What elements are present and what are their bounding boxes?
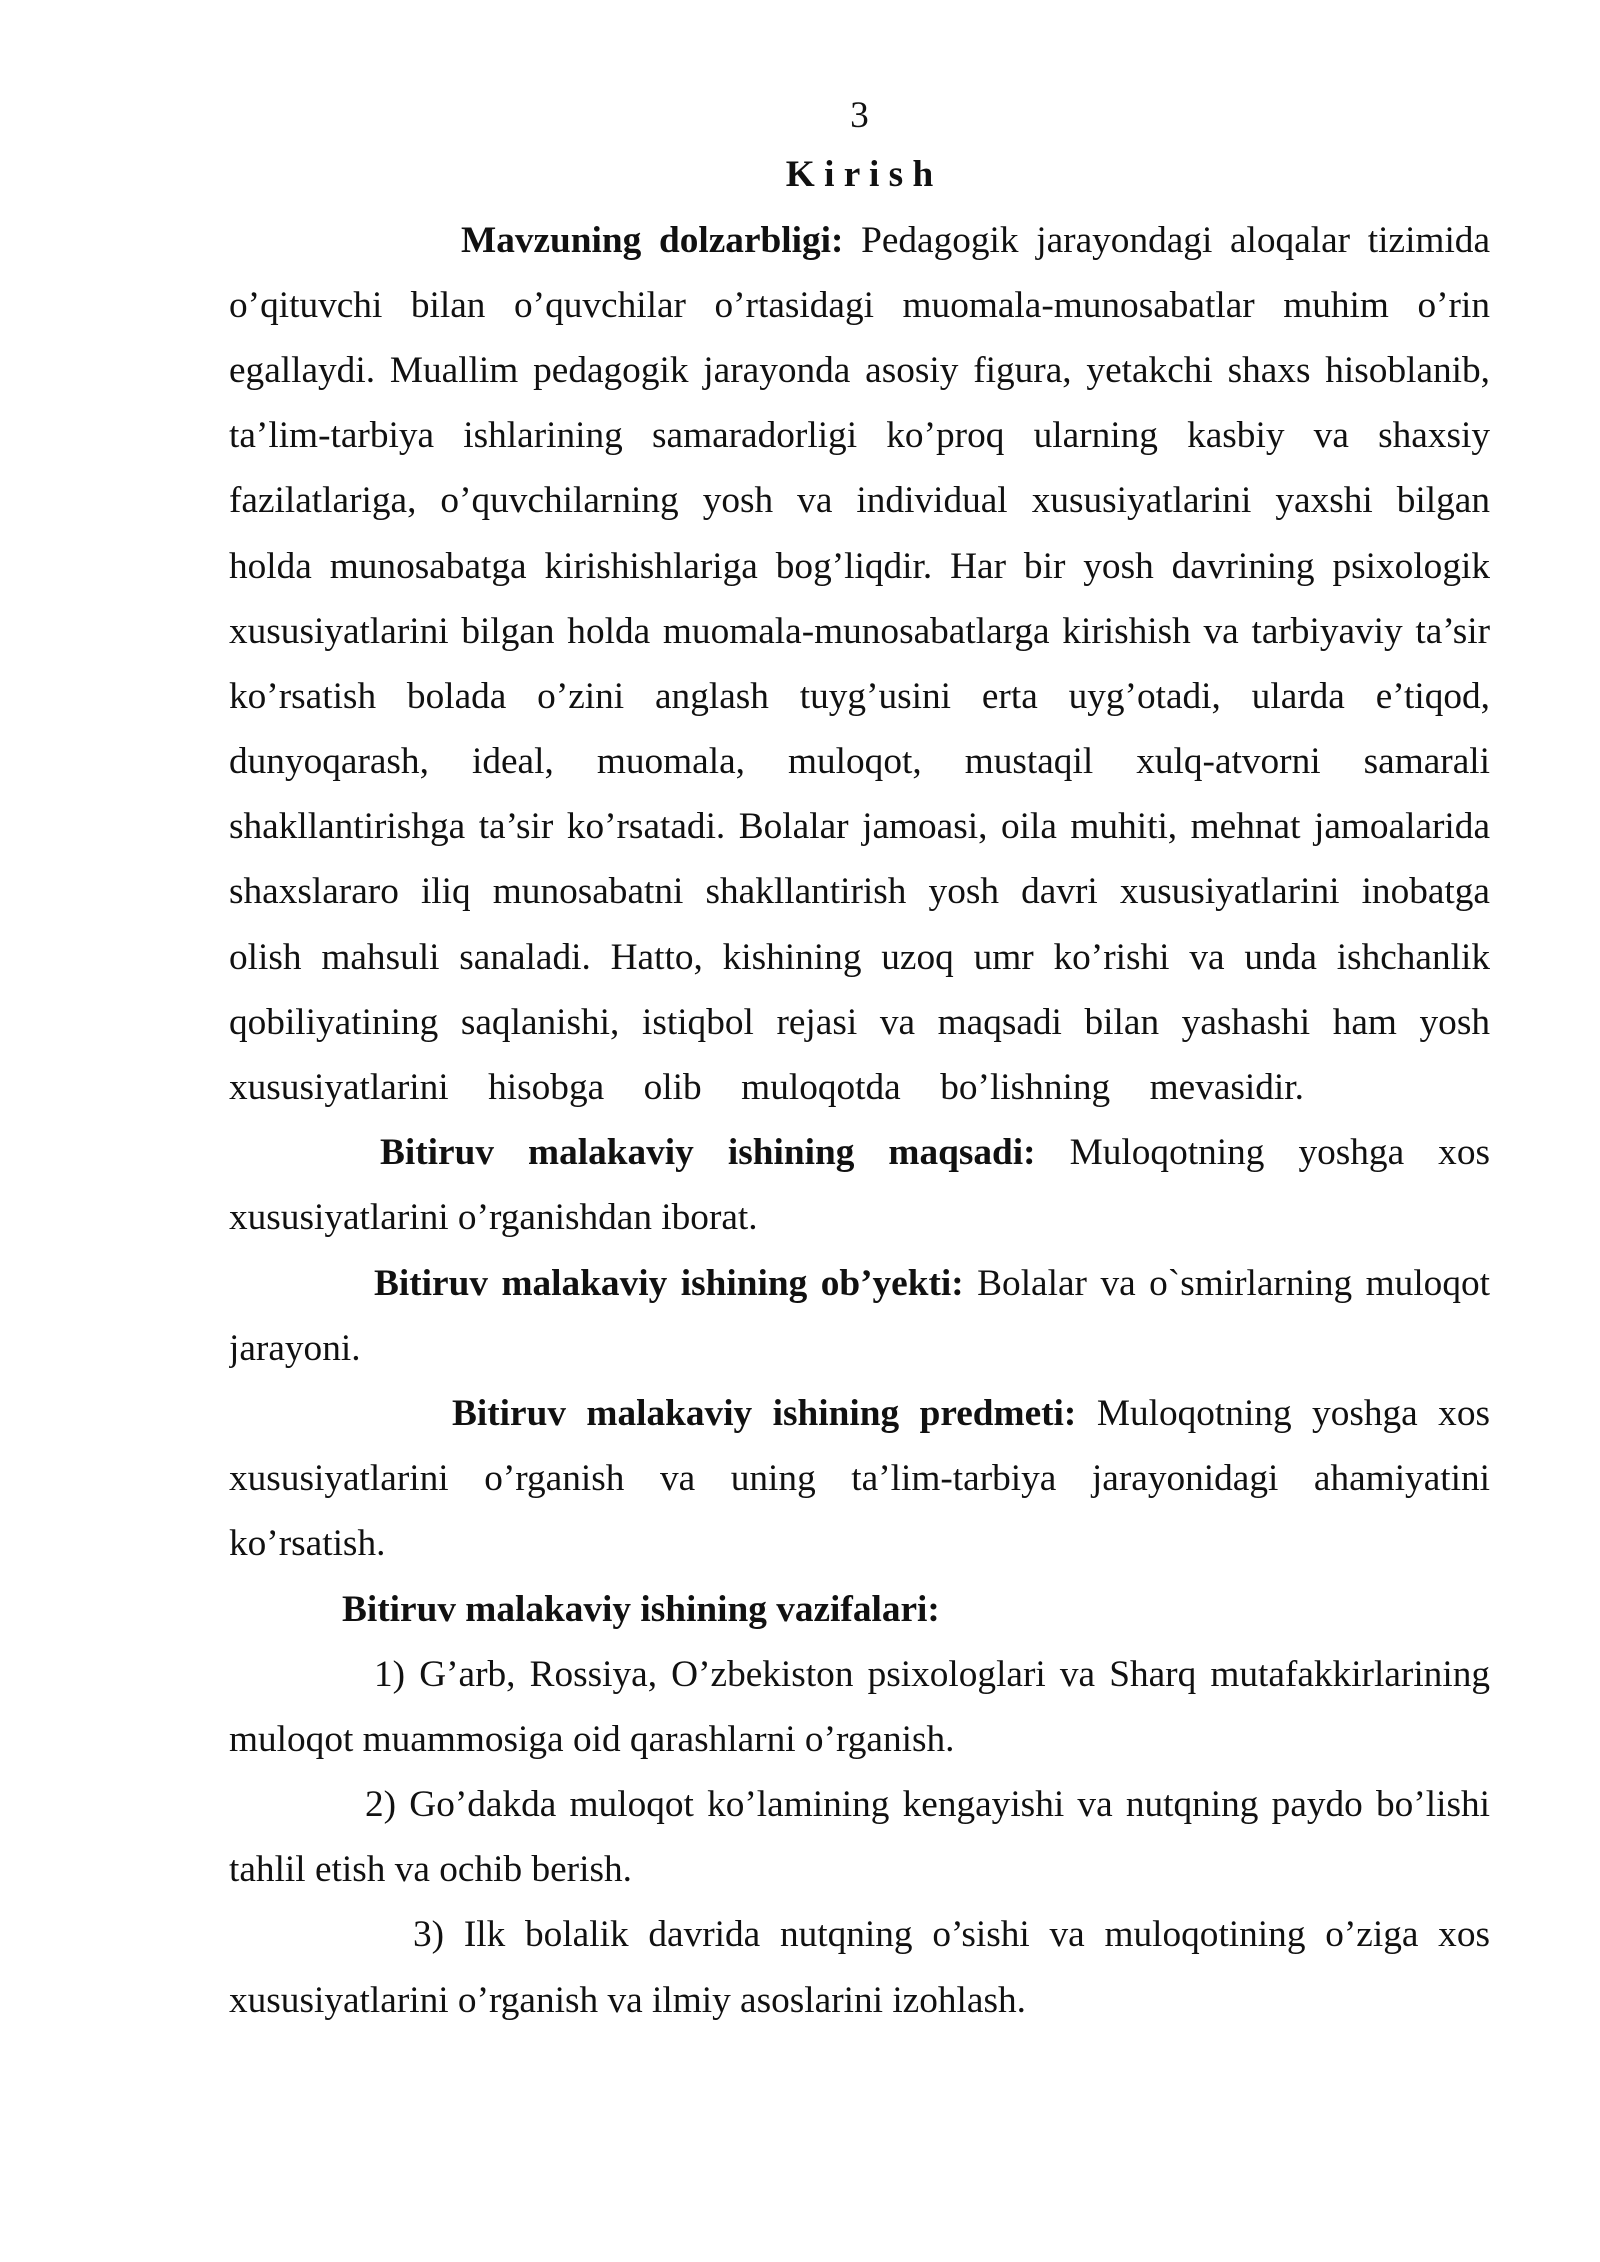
paragraph-line: 2) Go’dakda muloqot ko’lamining kengayishi va nutqning paydo bo’lishi <box>365 1784 1490 1826</box>
paragraph-line: egallaydi. Muallim pedagogik jarayonda asosiy figura, yetakchi shaxs hisoblanib, <box>229 349 1490 391</box>
subject-text: Muloqotning yoshga xos <box>1096 1392 1490 1434</box>
relevance-paragraph <box>229 208 1490 1121</box>
object-paragraph <box>229 1251 1490 1381</box>
paragraph-line: fazilatlariga, o’quvchilarning yosh va individual xususiyatlarini yaxshi bilgan <box>229 480 1490 522</box>
subject-label: Bitiruv malakaviy ishining predmeti: <box>452 1392 1077 1434</box>
paragraph-line: dunyoqarash, ideal, muomala, muloqot, mustaqil xulq-atvorni samarali <box>229 741 1490 783</box>
relevance-label: Mavzuning dolzarbligi: <box>461 219 844 261</box>
page-number: 3 <box>850 95 869 136</box>
paragraph-line: o’qituvchi bilan o’quvchilar o’rtasidagi muomala-munosabatlar muhim o’rin <box>229 284 1490 326</box>
paragraph-line: 3) Ilk bolalik davrida nutqning o’sishi va muloqotining o’ziga xos <box>413 1914 1490 1956</box>
paragraph-line: xususiyatlarini bilgan holda muomala-munosabatlarga kirishish va tarbiyaviy ta’sir <box>229 610 1490 652</box>
paragraph-line: ko’rsatish. <box>229 1523 386 1565</box>
subject-paragraph <box>229 1381 1490 1577</box>
paragraph-line: xususiyatlarini o’rganishdan iborat. <box>229 1197 758 1239</box>
task-item <box>229 1772 1490 1902</box>
paragraph-line: shaxslararo iliq munosabatni shakllantirish yosh davri xususiyatlarini inobatga <box>229 871 1490 913</box>
paragraph-line: xususiyatlarini o’rganish va ilmiy asoslarini izohlash. <box>229 1979 1026 2021</box>
page-body <box>229 142 1490 2032</box>
section-heading: K i r i s h <box>785 154 934 196</box>
tasks-section <box>229 1577 1490 2033</box>
paragraph-line: 1) G’arb, Rossiya, O’zbekiston psixologlari va Sharq mutafakkirlarining <box>374 1653 1490 1695</box>
paragraph-line: ko’rsatish bolada o’zini anglash tuyg’usini erta uyg’otadi, ularda e’tiqod, <box>229 675 1490 717</box>
paragraph-line: shakllantirishga ta’sir ko’rsatadi. Bolalar jamoasi, oila muhiti, mehnat jamoalarida <box>229 806 1490 848</box>
aim-label: Bitiruv malakaviy ishining maqsadi: <box>380 1132 1036 1174</box>
aim-text: Muloqotning yoshga xos <box>1069 1132 1490 1174</box>
paragraph-line: ta’lim-tarbiya ishlarining samaradorligi ko’proq ularning kasbiy va shaxsiy <box>229 415 1490 457</box>
paragraph-line: muloqot muammosiga oid qarashlarni o’rganish. <box>229 1718 955 1760</box>
task-item <box>229 1902 1490 2032</box>
paragraph-line: olish mahsuli sanaladi. Hatto, kishining uzoq umr ko’rishi va unda ishchanlik <box>229 936 1490 978</box>
paragraph-line: holda munosabatga kirishishlariga bog’liqdir. Har bir yosh davrining psixologik <box>229 545 1490 587</box>
task-item <box>229 1642 1490 1772</box>
paragraph-line <box>229 1251 1490 1316</box>
object-text: Bolalar va o`smirlarning muloqot <box>977 1262 1490 1304</box>
object-label: Bitiruv malakaviy ishining ob’yekti: <box>374 1262 964 1304</box>
paragraph-line: tahlil etish va ochib berish. <box>229 1849 632 1891</box>
paragraph-line: qobiliyatining saqlanishi, istiqbol rejasi va maqsadi bilan yashashi ham yosh <box>229 1001 1490 1043</box>
paragraph-line: xususiyatlarini hisobga olib muloqotda bo’lishning mevasidir. <box>229 1067 1304 1109</box>
paragraph-line <box>229 1381 1490 1446</box>
aim-paragraph <box>229 1120 1490 1250</box>
relevance-text: Pedagogik jarayondagi aloqalar tizimida <box>861 219 1490 261</box>
paragraph-line <box>229 1120 1490 1185</box>
paragraph-line: jarayoni. <box>229 1327 361 1369</box>
tasks-label: Bitiruv malakaviy ishining vazifalari: <box>342 1588 940 1630</box>
paragraph-line <box>229 208 1490 273</box>
paragraph-line: xususiyatlarini o’rganish va uning ta’lim-tarbiya jarayonidagi ahamiyatini <box>229 1458 1490 1500</box>
